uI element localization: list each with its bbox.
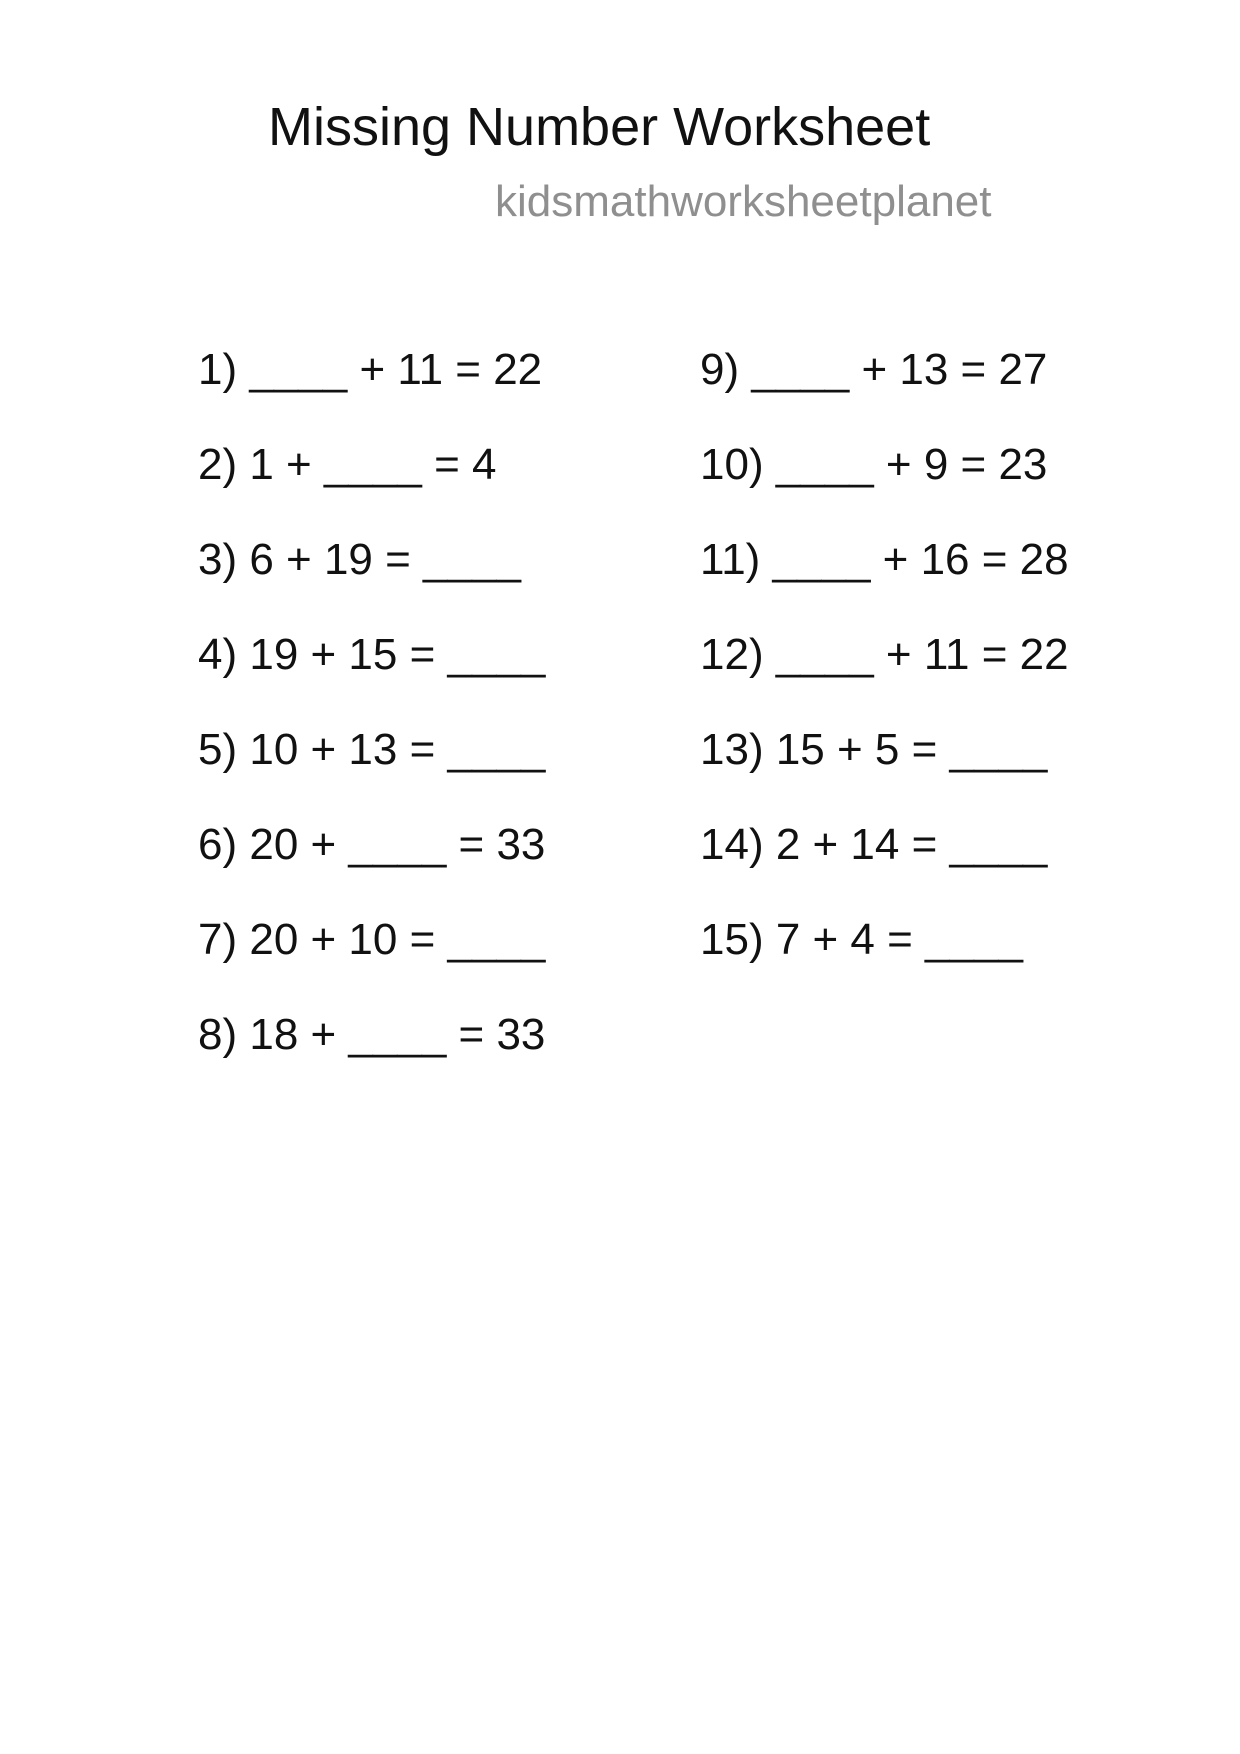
- problem-6: 6) 20 + ____ = 33: [198, 820, 546, 869]
- problem-3: 3) 6 + 19 = ____: [198, 535, 521, 584]
- problems-column-left: [198, 322, 545, 1082]
- problem-9: 9) ____ + 13 = 27: [700, 345, 1048, 394]
- problem-10: 10) ____ + 9 = 23: [700, 440, 1048, 489]
- problem-4: 4) 19 + 15 = ____: [198, 630, 546, 679]
- problem-15: 15) 7 + 4 = ____: [700, 915, 1023, 964]
- problem-13: 13) 15 + 5 = ____: [700, 725, 1048, 774]
- problem-5: 5) 10 + 13 = ____: [198, 725, 546, 774]
- page-subtitle: kidsmathworksheetplanet: [495, 177, 992, 226]
- problem-11: 11) ____ + 16 = 28: [700, 535, 1069, 584]
- page-title: Missing Number Worksheet: [268, 97, 931, 157]
- problem-1: 1) ____ + 11 = 22: [198, 345, 543, 394]
- problem-8: 8) 18 + ____ = 33: [198, 1010, 546, 1059]
- problem-7: 7) 20 + 10 = ____: [198, 915, 546, 964]
- problem-14: 14) 2 + 14 = ____: [700, 820, 1048, 869]
- problem-12: 12) ____ + 11 = 22: [700, 630, 1069, 679]
- problem-2: 2) 1 + ____ = 4: [198, 440, 497, 489]
- problems-column-right: [700, 322, 1069, 987]
